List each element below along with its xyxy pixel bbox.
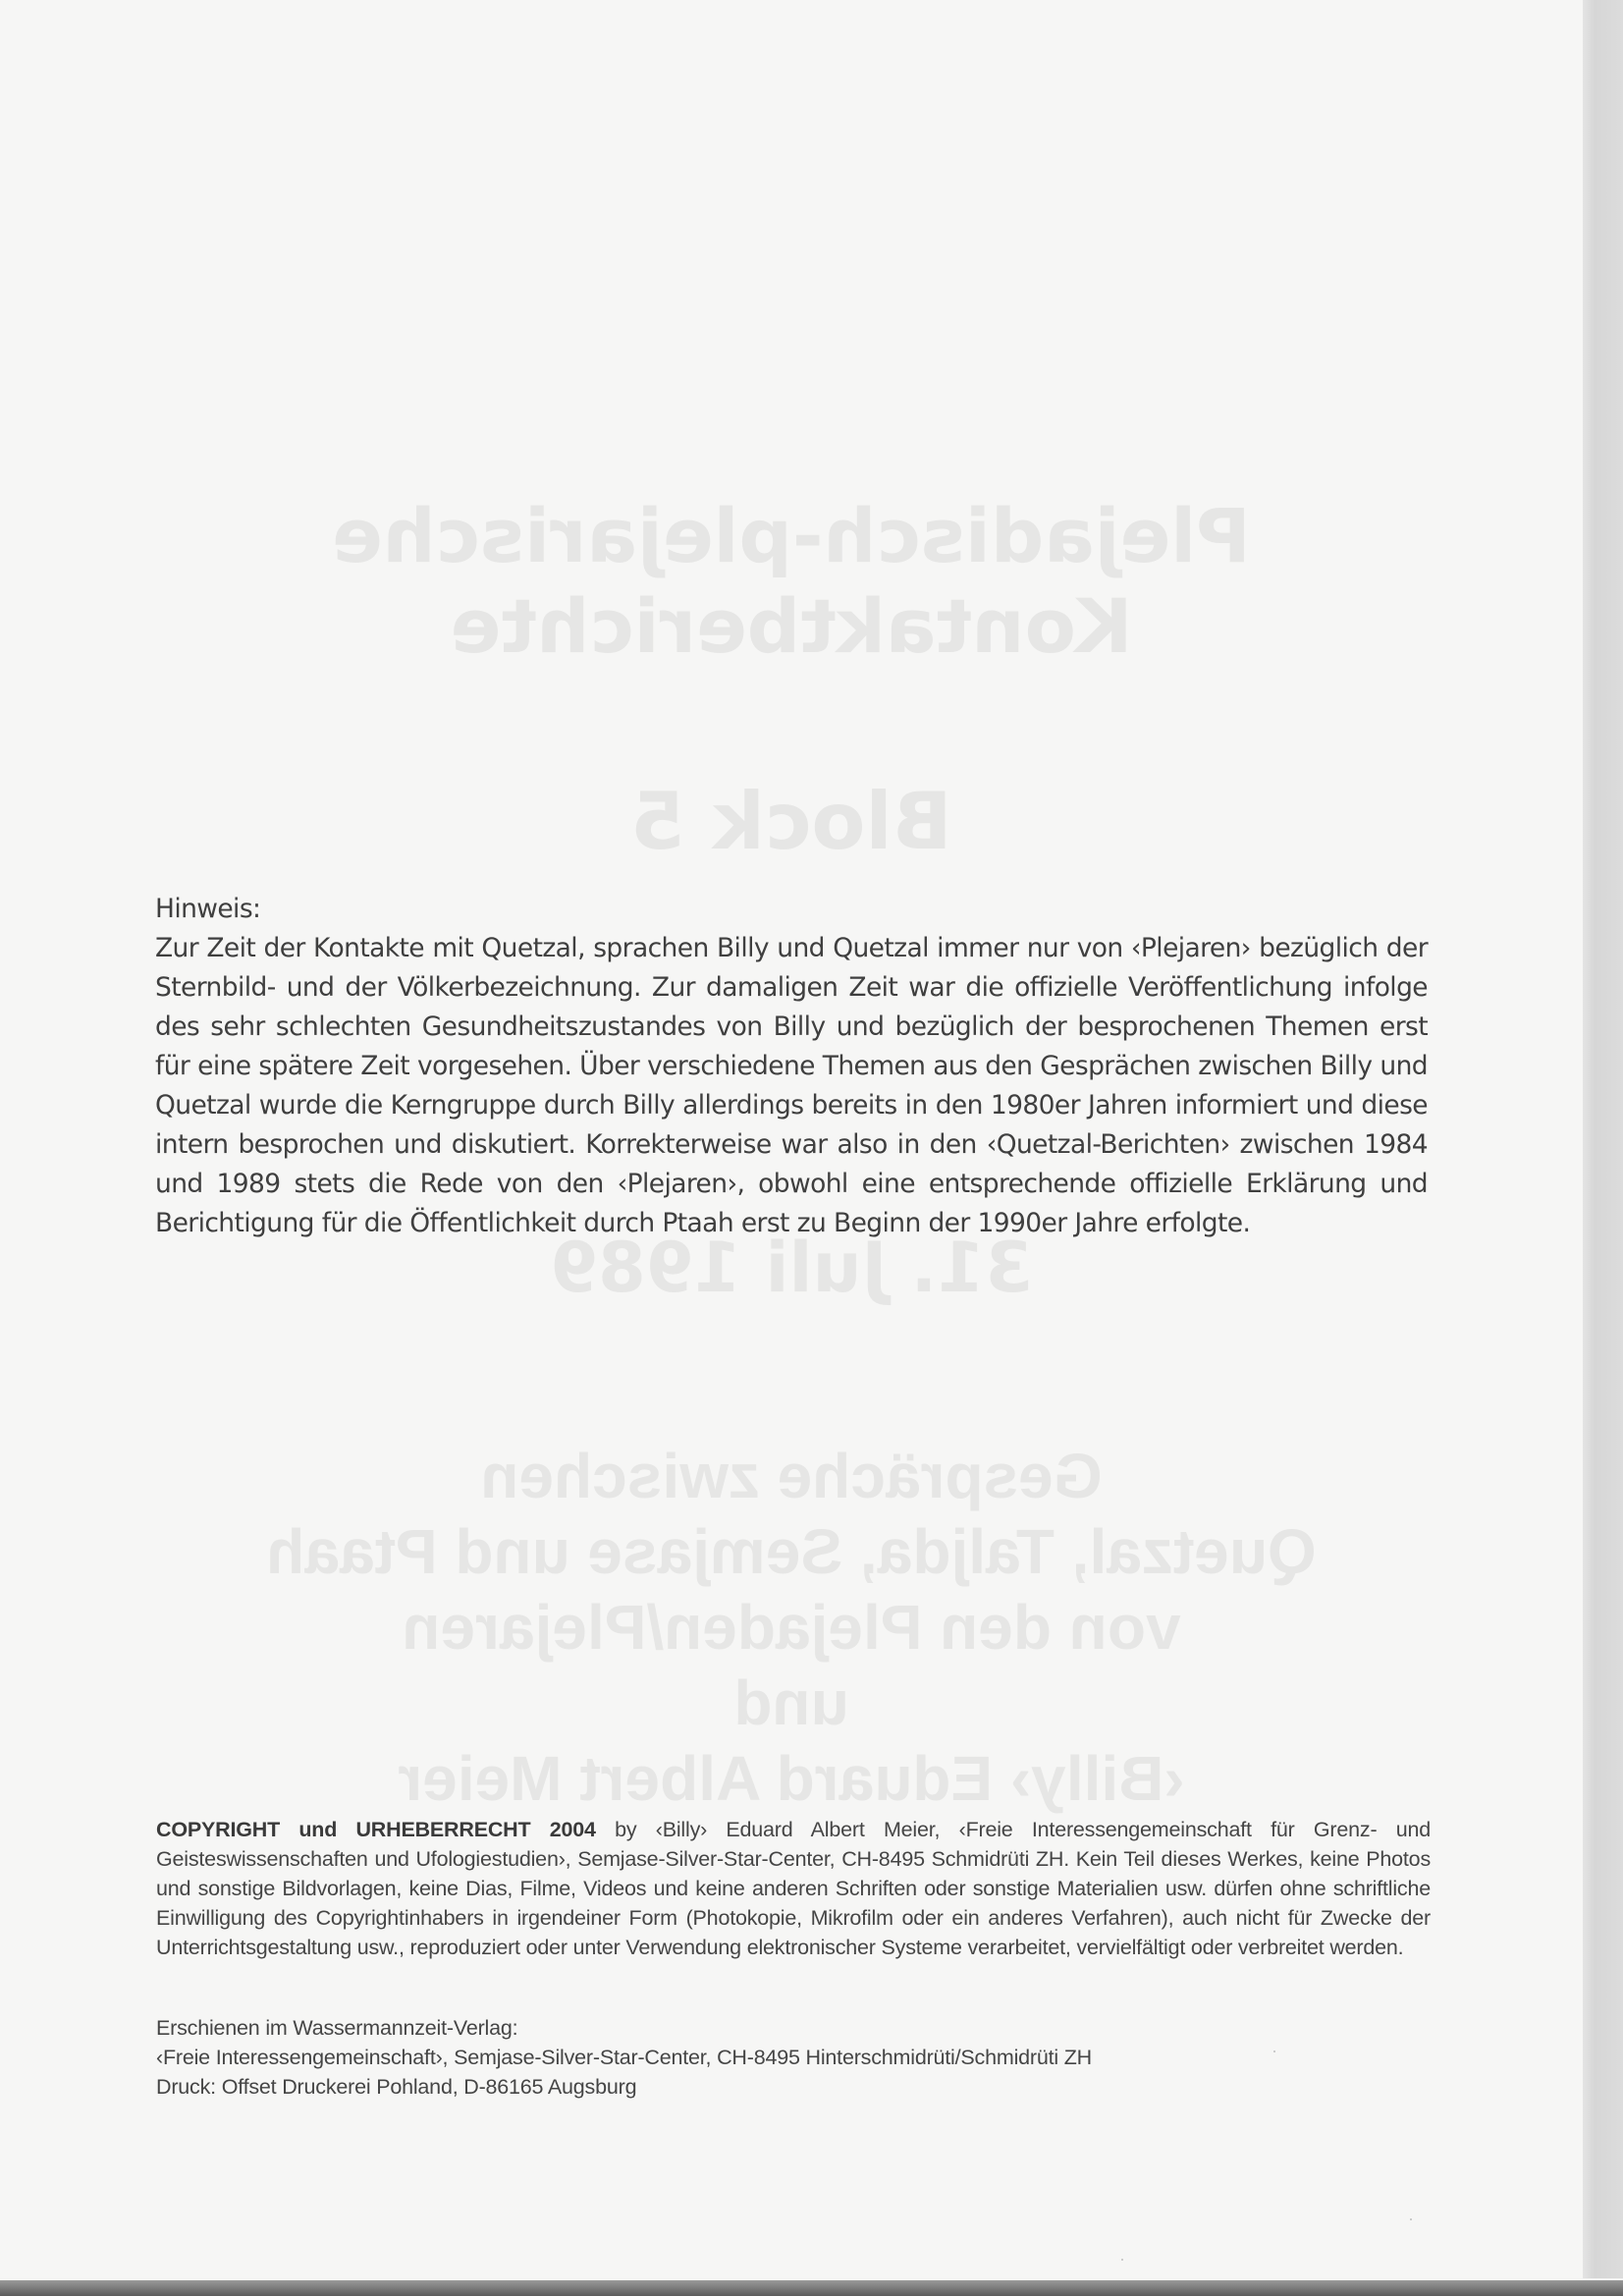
hinweis-text: Zur Zeit der Kontakte mit Quetzal, sprachen Billy und Quetzal immer nur von ‹Plejaren› bezüglich der Sternbild- und der Völkerbezeichnung. Zur damaligen Zeit war die offizielle Veröffentlichung infolge des sehr schlechten Gesundheitszustandes von Billy und bezüglich der besprochenen Themen erst für eine spätere Zeit vorgesehen. Über verschiedene Themen aus den Gesprächen zwischen Billy und Quetzal wurde die Kerngruppe durch Billy allerdings bereits in den 1980er Jahren informiert und diese intern besprochen und diskutiert. Korrekterweise war also in den ‹Quetzal-Berichten› zwischen 1984 und 1989 stets die Rede von den ‹Plejaren›, obwohl eine entsprechende offizielle Erklärung und Berichtigung für die Öffentlichkeit durch Ptaah erst zu Beginn der 1990er Jahre erfolgte. — [155, 933, 1428, 1238]
publisher-line: Druck: Offset Druckerei Pohland, D-86165 Augsburg — [156, 2075, 637, 2099]
page-edge-shadow — [1583, 0, 1623, 2278]
show-through-title-line: Kontaktberichte — [450, 582, 1133, 670]
scan-speck — [1121, 2259, 1123, 2261]
scan-speck — [1273, 2050, 1275, 2052]
hinweis-label: Hinweis: — [155, 894, 261, 924]
copyright-heading: COPYRIGHT und URHEBERRECHT 2004 — [156, 1818, 596, 1841]
scanner-bottom-edge — [0, 2280, 1623, 2296]
hinweis-note — [155, 890, 1428, 1243]
publisher-info — [156, 2013, 1431, 2102]
show-through-title — [0, 491, 1583, 672]
scan-speck — [1410, 2218, 1412, 2220]
publisher-line: ‹Freie Interessengemeinschaft›, Semjase-Silver-Star-Center, CH-8495 Hinterschmidrüti/Schmidrüti ZH — [156, 2046, 1093, 2069]
show-through-subtitle-line: Quetzal, Taljda, Semjase und Ptaah — [266, 1516, 1317, 1587]
show-through-subtitle-line: von den Plejaden/Plejaren — [402, 1592, 1181, 1663]
show-through-title-line: Plejadisch-plejarische — [332, 492, 1251, 579]
show-through-subtitle-line: Gespräche zwischen — [480, 1441, 1103, 1511]
show-through-subtitle-line: ‹Billy› Eduard Albert Meier — [398, 1743, 1185, 1814]
show-through-subtitle-line: und — [733, 1667, 849, 1738]
copyright-text: by ‹Billy› Eduard Albert Meier, ‹Freie Interessengemeinschaft für Grenz- und Geisteswissenschaften und Ufologiestudien›, Semjase-Silver-Star-Center, CH-8495 Schmidrüti ZH. Kein Teil dieses Werkes, keine Photos und sonstige Bildvorlagen, keine Dias, Filme, Videos und keine anderen Schriften oder sonstige Materialien usw. dürfen ohne schriftliche Einwilligung des Copyrightinhabers in irgendeiner Form (Photokopie, Mikrofilm oder ein anderes Verfahren), auch nicht für Zwecke der Unterrichtsgestaltung usw., reproduziert oder unter Verwendung elektronischer Systeme verarbeitet, vervielfältigt oder verbreitet werden. — [156, 1818, 1431, 1959]
copyright-notice — [156, 1815, 1431, 1962]
show-through-date: 31. Juli 1989 — [550, 1228, 1033, 1308]
show-through-subtitle — [0, 1439, 1583, 1817]
publisher-line: Erschienen im Wassermannzeit-Verlag: — [156, 2016, 518, 2040]
show-through-block: Block 5 — [630, 776, 952, 867]
